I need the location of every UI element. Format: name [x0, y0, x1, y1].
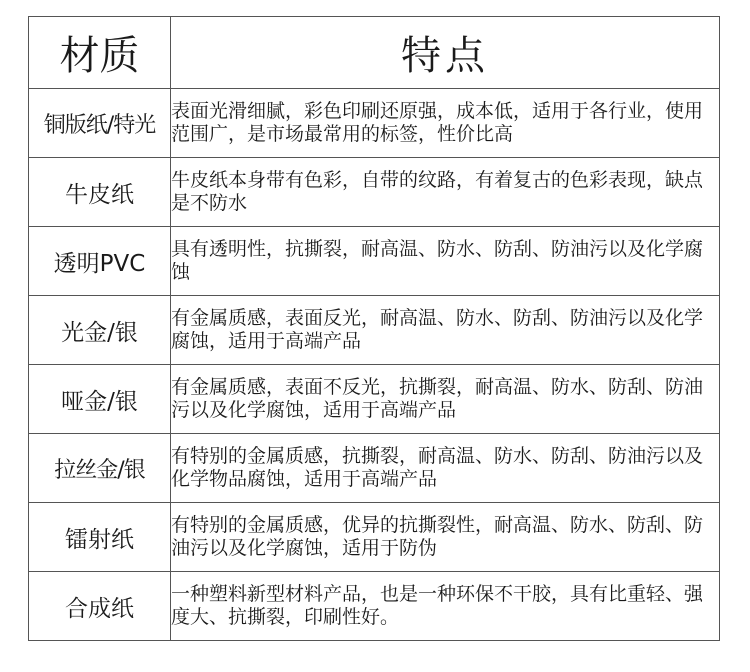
- table-row: [29, 89, 720, 158]
- material-name: 合成纸: [29, 572, 171, 641]
- table-row: [29, 503, 720, 572]
- table-row: [29, 296, 720, 365]
- feature-text: 有金属质感，表面不反光，抗撕裂，耐高温、防水、防刮、防油污以及化学腐蚀，适用于高端产品: [171, 365, 720, 434]
- material-features-table: [28, 16, 720, 641]
- material-name: 铜版纸/特光: [29, 89, 171, 158]
- feature-text: 一种塑料新型材料产品，也是一种环保不干胶，具有比重轻、强度大、抗撕裂，印刷性好。: [171, 572, 720, 641]
- feature-text: 具有透明性，抗撕裂，耐高温、防水、防刮、防油污以及化学腐蚀: [171, 227, 720, 296]
- material-name: 拉丝金/银: [29, 434, 171, 503]
- feature-text: 有特别的金属质感，抗撕裂，耐高温、防水、防刮、防油污以及化学物品腐蚀，适用于高端产品: [171, 434, 720, 503]
- header-material: 材质: [29, 17, 171, 89]
- table-row: [29, 227, 720, 296]
- material-name: 光金/银: [29, 296, 171, 365]
- table-row: [29, 158, 720, 227]
- table-row: [29, 434, 720, 503]
- material-name: 镭射纸: [29, 503, 171, 572]
- table-row: [29, 572, 720, 641]
- material-name: 牛皮纸: [29, 158, 171, 227]
- feature-text: 表面光滑细腻，彩色印刷还原强，成本低，适用于各行业，使用范围广，是市场最常用的标签，性价比高: [171, 89, 720, 158]
- table-row: [29, 365, 720, 434]
- material-name: 透明PVC: [29, 227, 171, 296]
- header-feature: 特点: [171, 17, 720, 89]
- feature-text: 有金属质感，表面反光，耐高温、防水、防刮、防油污以及化学腐蚀，适用于高端产品: [171, 296, 720, 365]
- feature-text: 有特别的金属质感，优异的抗撕裂性，耐高温、防水、防刮、防油污以及化学腐蚀，适用于防伪: [171, 503, 720, 572]
- feature-text: 牛皮纸本身带有色彩，自带的纹路，有着复古的色彩表现，缺点是不防水: [171, 158, 720, 227]
- material-name: 哑金/银: [29, 365, 171, 434]
- table-header-row: [29, 17, 720, 89]
